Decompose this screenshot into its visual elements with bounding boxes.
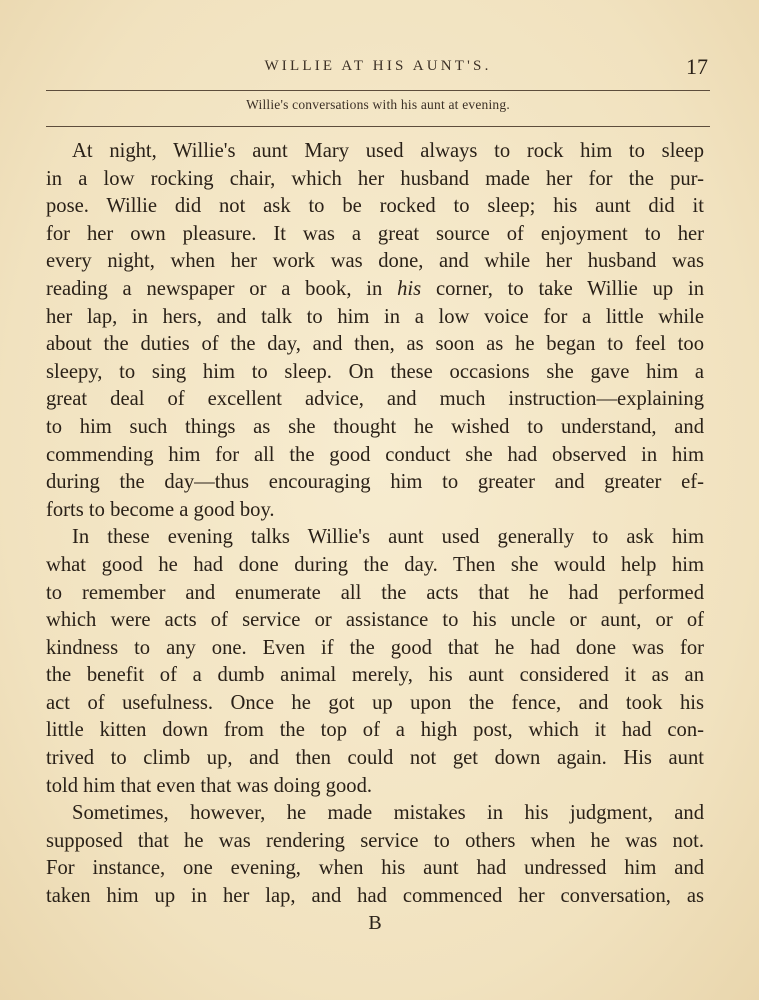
text-line: to him such things as she thought he wished to understand, and xyxy=(46,415,704,438)
text-line: In these evening talks Willie's aunt used generally to ask him xyxy=(72,526,704,549)
text-line: act of usefulness. Once he got up upon the fence, and took his xyxy=(46,691,704,714)
emphasized-word: his xyxy=(397,277,422,300)
text-line: commending him for all the good conduct she had observed in him xyxy=(46,443,704,466)
header-rule-top xyxy=(46,90,710,91)
chapter-summary: Willie's conversations with his aunt at evening. xyxy=(246,97,510,112)
text-line: taken him up in her lap, and had commenced her conversation, as xyxy=(46,885,704,908)
text-line: At night, Willie's aunt Mary used always to rock him to sleep xyxy=(72,140,704,162)
page-number: 17 xyxy=(686,54,708,79)
text-line-with-emphasis xyxy=(46,276,704,304)
text-line: during the day—thus encouraging him to greater and greater ef- xyxy=(46,471,704,494)
text-line: her lap, in hers, and talk to him in a low voice for a little while xyxy=(46,305,704,328)
text-line: great deal of excellent advice, and much instruction—explaining xyxy=(46,388,704,411)
text-segment: reading a newspaper or a book, in xyxy=(46,277,383,300)
text-line: to remember and enumerate all the acts that he had performed xyxy=(46,581,704,604)
text-line: what good he had done during the day. Then she would help him xyxy=(46,553,704,576)
text-line: sleepy, to sing him to sleep. On these occasions she gave him a xyxy=(46,360,704,383)
body-text xyxy=(46,138,704,911)
text-line: told him that even that was doing good. xyxy=(46,774,373,797)
text-line: forts to become a good boy. xyxy=(46,498,275,521)
text-line: supposed that he was rendering service to others when he was not. xyxy=(46,829,704,852)
text-line: kindness to any one. Even if the good that he had done was for xyxy=(46,636,704,659)
running-head xyxy=(46,54,710,82)
signature-mark: B xyxy=(368,912,382,934)
text-line: every night, when her work was done, and while her husband was xyxy=(46,250,704,273)
text-line: pose. Willie did not ask to be rocked to sleep; his aunt did it xyxy=(46,195,704,218)
text-line: For instance, one evening, when his aunt had undressed him and xyxy=(46,857,704,880)
header-rule-bottom xyxy=(46,126,710,127)
text-line: Sometimes, however, he made mistakes in his judgment, and xyxy=(72,802,704,825)
text-line: which were acts of service or assistance to his uncle or aunt, or of xyxy=(46,609,704,632)
running-title: WILLIE AT HIS AUNT'S. xyxy=(264,58,492,74)
text-line: for her own pleasure. It was a great source of enjoyment to her xyxy=(46,222,704,245)
text-line: trived to climb up, and then could not get down again. His aunt xyxy=(46,747,704,770)
text-line: about the duties of the day, and then, as soon as he began to feel too xyxy=(46,333,704,356)
text-line: the benefit of a dumb animal merely, his aunt considered it as an xyxy=(46,664,704,687)
text-line: in a low rocking chair, which her husband made her for the pur- xyxy=(46,167,704,190)
text-segment: corner, to take Willie up in xyxy=(435,277,704,300)
text-line: little kitten down from the top of a high post, which it had con- xyxy=(46,719,704,742)
